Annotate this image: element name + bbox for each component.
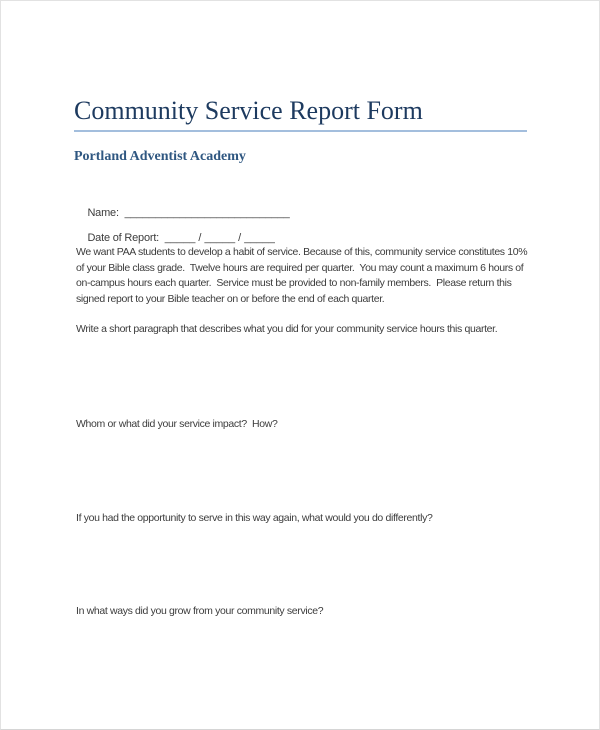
prompt-describe-service: Write a short paragraph that describes what you did for your community service hours this quarter. <box>76 323 498 335</box>
date-blank-field[interactable]: _____ / _____ / _____ <box>164 232 275 244</box>
intro-line: on-campus hours each quarter. Service must be provided to non-family members. Please return this <box>76 277 512 289</box>
answer-space-describe-service[interactable] <box>76 341 536 413</box>
prompt-do-differently: If you had the opportunity to serve in this way again, what would you do differently? <box>76 512 433 524</box>
intro-line: signed report to your Bible teacher on or before the end of each quarter. <box>76 292 385 305</box>
prompt-how-did-you-grow: In what ways did you grow from your community service? <box>76 605 324 617</box>
intro-paragraph <box>76 245 536 307</box>
answer-space-how-did-you-grow[interactable] <box>76 623 536 718</box>
page-title: Community Service Report Form <box>74 96 423 125</box>
name-blank-field[interactable]: ___________________________ <box>124 207 290 219</box>
intro-line: We want PAA students to develop a habit of service. Because of this, community service constitutes 10% <box>76 246 528 258</box>
date-of-report-label: Date of Report: <box>87 232 165 244</box>
intro-line: of your Bible class grade. Twelve hours are required per quarter. You may count a maximum 6 hours of <box>76 261 524 274</box>
name-label: Name: <box>87 207 125 219</box>
answer-space-do-differently[interactable] <box>76 530 536 600</box>
title-block <box>74 97 527 132</box>
prompt-service-impact: Whom or what did your service impact? How? <box>76 418 278 430</box>
answer-space-service-impact[interactable] <box>76 436 536 507</box>
organization-heading: Portland Adventist Academy <box>74 149 246 164</box>
